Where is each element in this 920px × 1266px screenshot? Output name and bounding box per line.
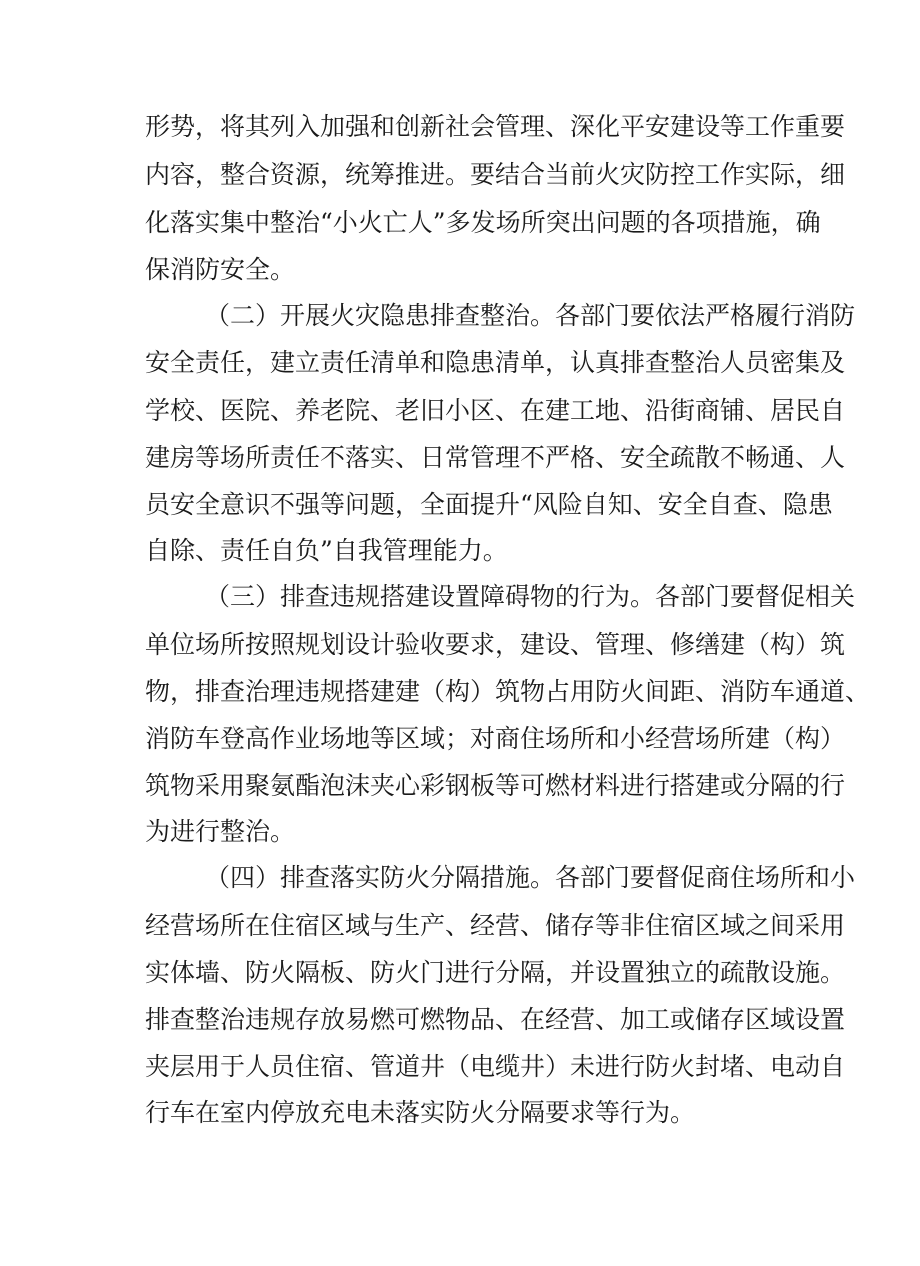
text-line: 夹层用于人员住宿、管道井（电缆井）未进行防火封堵、电动自 — [145, 1052, 846, 1081]
text-line: 为进行整治。 — [145, 817, 296, 846]
text-line: 自除、责任自负”自我管理能力。 — [145, 536, 508, 565]
text-line: 经营场所在住宿区域与生产、经营、储存等非住宿区域之间采用 — [145, 911, 846, 940]
text-line: 化落实集中整治“小火亡人”多发场所突出问题的各项措施，确 — [145, 208, 821, 237]
text-line: 保消防安全。 — [145, 255, 296, 284]
text-line: 筑物采用聚氨酯泡沫夹心彩钢板等可燃材料进行搭建或分隔的行 — [145, 771, 846, 800]
text-line: 学校、医院、养老院、老旧小区、在建工地、沿街商铺、居民自 — [145, 396, 846, 425]
text-line: 建房等场所责任不落实、日常管理不严格、安全疏散不畅通、人 — [145, 443, 846, 472]
text-line: 安全责任，建立责任清单和隐患清单，认真排查整治人员密集及 — [145, 348, 846, 377]
text-line: 物，排查治理违规搭建建（构）筑物占用防火间距、消防车通道、 — [145, 677, 871, 706]
paragraph-heading-line: （三）排查违规搭建设置障碍物的行为。各部门要督促相关 — [205, 582, 856, 611]
text-line: 形势，将其列入加强和创新社会管理、深化平安建设等工作重要 — [145, 112, 846, 141]
text-line: 单位场所按照规划设计验收要求，建设、管理、修缮建（构）筑 — [145, 630, 846, 659]
text-line: 内容，整合资源，统筹推进。要结合当前火灾防控工作实际，细 — [145, 160, 846, 189]
text-line: 消防车登高作业场地等区域；对商住场所和小经营场所建（构） — [145, 724, 846, 753]
paragraph-heading-line: （四）排查落实防火分隔措施。各部门要督促商住场所和小 — [205, 863, 856, 892]
text-line: 实体墙、防火隔板、防火门进行分隔，并设置独立的疏散设施。 — [145, 958, 846, 987]
text-line: 行车在室内停放充电未落实防火分隔要求等行为。 — [145, 1098, 696, 1127]
text-line: 排查整治违规存放易燃可燃物品、在经营、加工或储存区域设置 — [145, 1005, 846, 1034]
paragraph-heading-line: （二）开展火灾隐患排查整治。各部门要依法严格履行消防 — [205, 301, 856, 330]
text-line: 员安全意识不强等问题，全面提升“风险自知、安全自查、隐患 — [145, 490, 833, 519]
